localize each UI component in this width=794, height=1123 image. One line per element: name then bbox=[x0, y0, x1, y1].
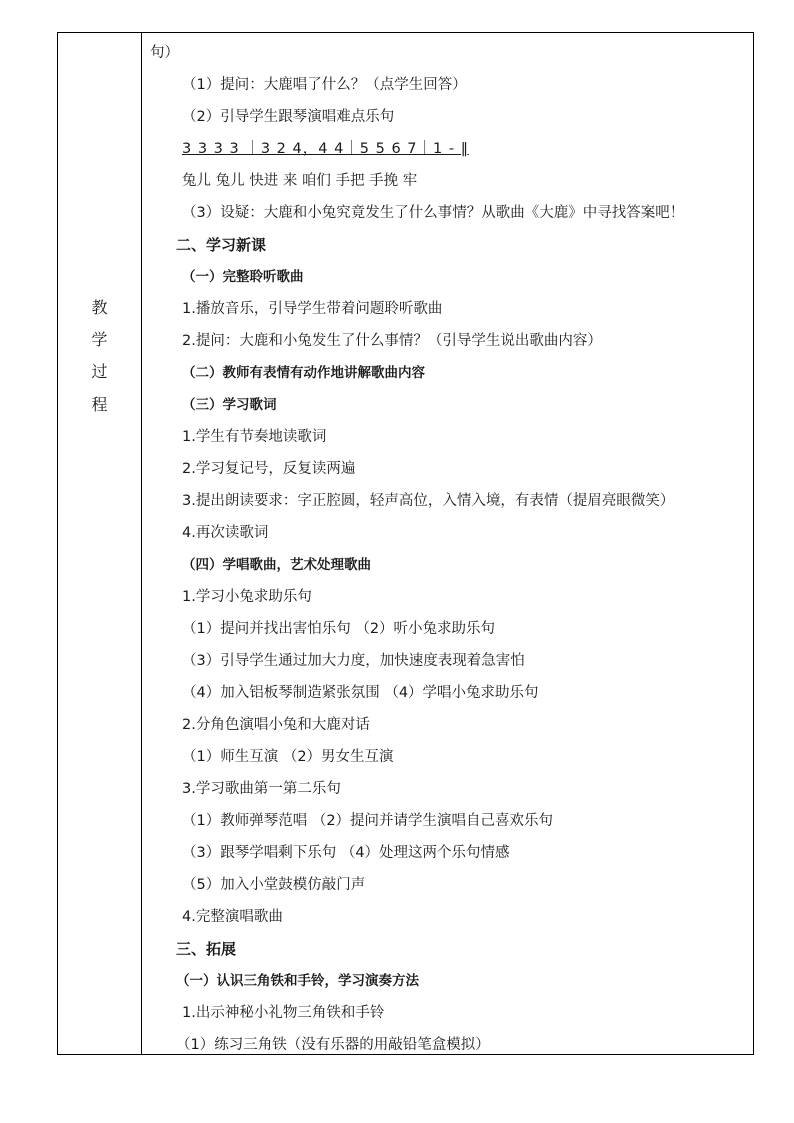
text-line: （3）跟琴学唱剩下乐句 （4）处理这两个乐句情感 bbox=[182, 845, 510, 861]
text-line: 2.提问：大鹿和小兔发生了什么事情？（引导学生说出歌曲内容） bbox=[182, 333, 602, 349]
section-label-char: 教 bbox=[91, 298, 108, 317]
text-line: 1.出示神秘小礼物三角铁和手铃 bbox=[182, 1005, 385, 1021]
text-line: 4.完整演唱歌曲 bbox=[182, 909, 283, 925]
text-line: （1）提问并找出害怕乐句 （2）听小兔求助乐句 bbox=[182, 621, 496, 637]
subsection-heading: （二）教师有表情有动作地讲解歌曲内容 bbox=[182, 365, 425, 381]
section-label-column bbox=[58, 33, 141, 1054]
text-line: 2.分角色演唱小兔和大鹿对话 bbox=[182, 717, 370, 733]
subsection-heading: （三）学习歌词 bbox=[182, 397, 277, 413]
subsection-heading: （一）认识三角铁和手铃，学习演奏方法 bbox=[176, 973, 419, 989]
text-line: （1）练习三角铁（没有乐器的用敲铅笔盒模拟） bbox=[176, 1037, 490, 1053]
lesson-content bbox=[142, 33, 753, 1054]
section-heading: 二、学习新课 bbox=[176, 236, 267, 254]
text-line: （1）师生互演 （2）男女生互演 bbox=[182, 749, 394, 765]
section-label-char: 程 bbox=[91, 395, 108, 414]
lyrics-line: 兔儿 兔儿 快进 来 咱们 手把 手挽 牢 bbox=[182, 173, 418, 189]
section-heading: 三、拓展 bbox=[176, 940, 237, 958]
lesson-table bbox=[57, 32, 754, 1055]
subsection-heading: （四）学唱歌曲，艺术处理歌曲 bbox=[182, 557, 371, 573]
text-line: （3）设疑：大鹿和小兔究竟发生了什么事情？从歌曲《大鹿》中寻找答案吧！ bbox=[182, 205, 685, 221]
text-line: （5）加入小堂鼓模仿敲门声 bbox=[182, 877, 366, 893]
text-line: 句） bbox=[150, 45, 179, 61]
text-line: （3）引导学生通过加大力度，加快速度表现着急害怕 bbox=[182, 653, 525, 669]
text-line: 3.提出朗读要求：字正腔圆，轻声高位，入情入境，有表情（提眉亮眼微笑） bbox=[182, 493, 675, 509]
section-label-char: 学 bbox=[91, 330, 108, 349]
text-line: （2）引导学生跟琴演唱难点乐句 bbox=[182, 109, 395, 125]
section-label-char: 过 bbox=[91, 362, 108, 381]
text-line: （1）提问：大鹿唱了什么？（点学生回答） bbox=[182, 77, 467, 93]
text-line: 1.学习小兔求助乐句 bbox=[182, 589, 312, 605]
notation-line: 3 3 3 3 ｜3 2 4，4 4｜5 5 6 7｜1 - ‖ bbox=[182, 141, 469, 157]
text-line: 1.学生有节奏地读歌词 bbox=[182, 429, 327, 445]
text-line: 2.学习复记号，反复读两遍 bbox=[182, 461, 356, 477]
subsection-heading: （一）完整聆听歌曲 bbox=[182, 269, 304, 285]
text-line: （4）加入铝板琴制造紧张氛围 （4）学唱小兔求助乐句 bbox=[182, 685, 539, 701]
text-line: （1）教师弹琴范唱 （2）提问并请学生演唱自己喜欢乐句 bbox=[182, 813, 554, 829]
text-line: 4.再次读歌词 bbox=[182, 525, 269, 541]
text-line: 1.播放音乐，引导学生带着问题聆听歌曲 bbox=[182, 301, 443, 317]
text-line: 3.学习歌曲第一第二乐句 bbox=[182, 781, 341, 797]
